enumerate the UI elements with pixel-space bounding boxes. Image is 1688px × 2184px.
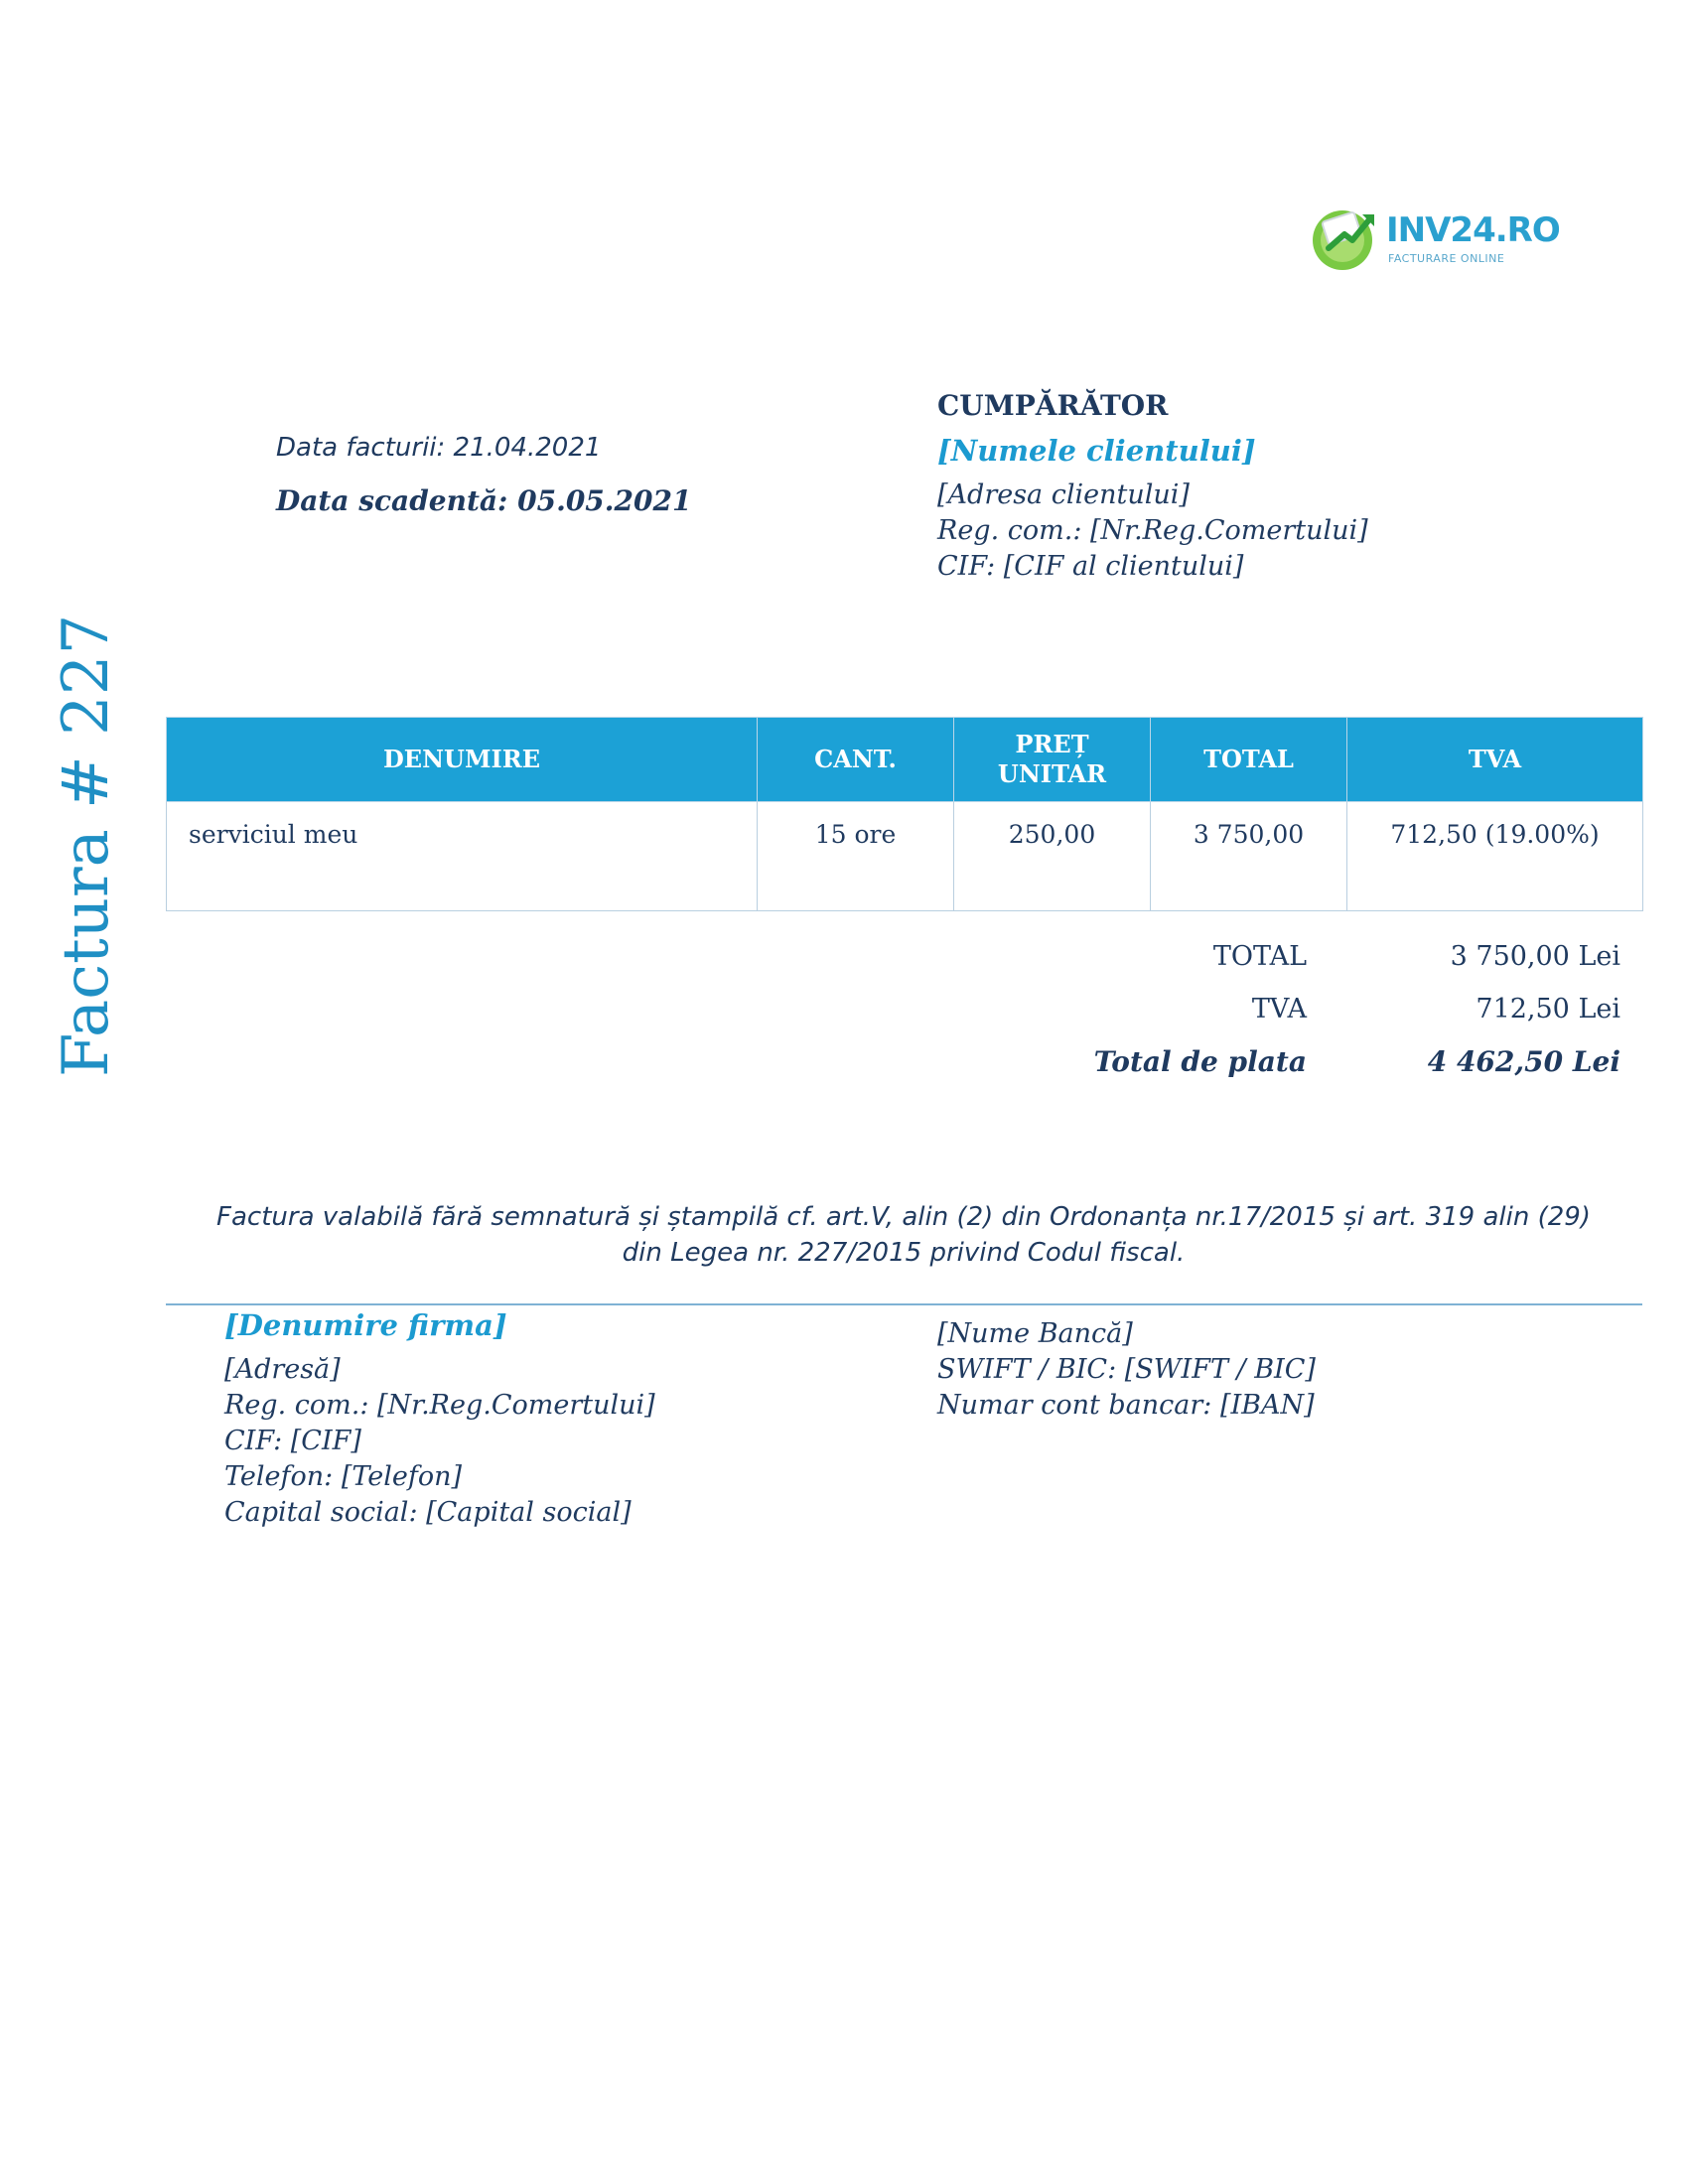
items-table [166, 717, 1643, 911]
header-cant: CANT. [758, 718, 954, 802]
bank-name: [Nume Bancă] [937, 1318, 1133, 1349]
invoice-date: Data facturii: 21.04.2021 [276, 433, 602, 463]
logo-icon [1309, 203, 1380, 274]
bank-block [937, 1316, 1316, 1424]
invoice-title: Factura # 227 [50, 614, 123, 1077]
tva-value: 712,50 Lei [1476, 994, 1620, 1024]
header-tva: TVA [1347, 718, 1643, 802]
seller-phone: Telefon: [Telefon] [224, 1461, 463, 1492]
due-date: Data scadentă: 05.05.2021 [276, 484, 692, 517]
cell-cant: 15 ore [758, 802, 954, 911]
buyer-name: [Numele clientului] [937, 434, 1256, 468]
seller-address: [Adresă] [224, 1354, 341, 1385]
seller-block [224, 1308, 655, 1531]
bank-swift: SWIFT / BIC: [SWIFT / BIC] [937, 1354, 1316, 1385]
seller-cif: CIF: [CIF] [224, 1426, 361, 1456]
legal-note: Factura valabilă fără semnatură și ștampilă cf. art.V, alin (2) din Ordonanța nr.17/2015 și art. 319 alin (29) din Legea nr. 227/2015 privind Codul fiscal. [216, 1202, 1591, 1268]
bank-iban: Numar cont bancar: [IBAN] [937, 1390, 1315, 1421]
buyer-reg: Reg. com.: [Nr.Reg.Comertului] [937, 515, 1368, 546]
table-row [167, 802, 1643, 911]
seller-name: [Denumire firma] [224, 1308, 507, 1342]
logo-brand: INV24.RO [1386, 210, 1560, 250]
total-value: 3 750,00 Lei [1450, 941, 1620, 972]
buyer-address: [Adresa clientului] [937, 479, 1190, 510]
cell-pret: 250,00 [954, 802, 1151, 911]
table-header-row [167, 718, 1643, 802]
tva-label: TVA [1251, 994, 1307, 1024]
header-total: TOTAL [1151, 718, 1347, 802]
seller-capital: Capital social: [Capital social] [224, 1497, 632, 1528]
seller-reg: Reg. com.: [Nr.Reg.Comertului] [224, 1390, 655, 1421]
header-pret: PREȚ UNITAR [954, 718, 1151, 802]
total-pay-value: 4 462,50 Lei [1427, 1045, 1620, 1078]
header-denumire: DENUMIRE [167, 718, 758, 802]
buyer-cif: CIF: [CIF al clientului] [937, 551, 1244, 582]
cell-tva: 712,50 (19.00%) [1347, 802, 1643, 911]
cell-denumire: serviciul meu [167, 802, 758, 911]
footer-divider [166, 1303, 1642, 1305]
logo-tagline: FACTURARE ONLINE [1388, 252, 1505, 265]
total-pay-label: Total de plata [1093, 1045, 1307, 1078]
total-label: TOTAL [1212, 941, 1307, 972]
cell-total: 3 750,00 [1151, 802, 1347, 911]
buyer-block [937, 389, 1368, 585]
company-logo [1309, 199, 1560, 278]
buyer-heading: CUMPĂRĂTOR [937, 389, 1169, 422]
